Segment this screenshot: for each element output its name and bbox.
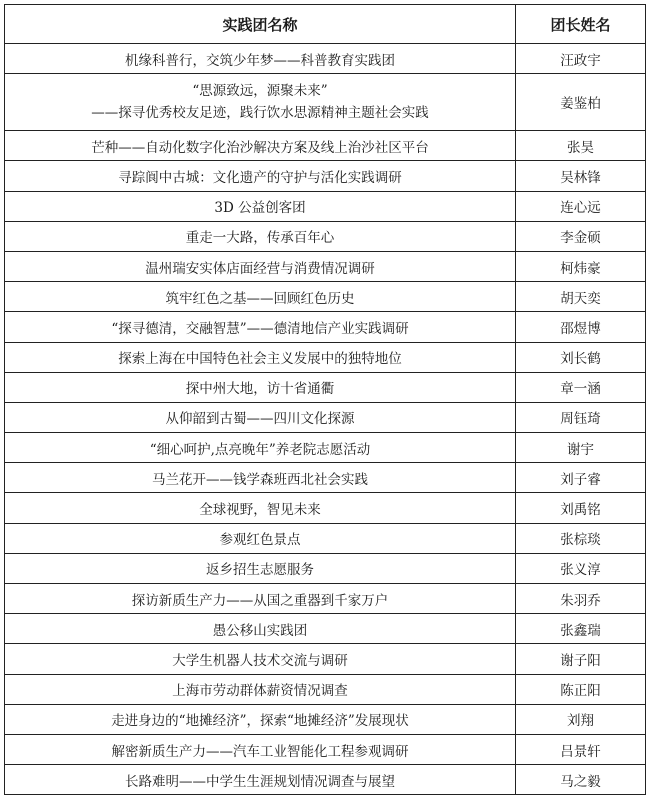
team-name-cell: 解密新质生产力——汽车工业智能化工程参观调研	[5, 734, 516, 764]
table-row	[5, 342, 646, 372]
table-row	[5, 44, 646, 74]
team-name-cell: 参观红色景点	[5, 523, 516, 553]
table-row	[5, 74, 646, 131]
table-row	[5, 674, 646, 704]
leader-name-cell: 刘子睿	[516, 463, 646, 493]
table-row	[5, 644, 646, 674]
table-row	[5, 463, 646, 493]
leader-name-cell: 陈正阳	[516, 674, 646, 704]
team-name-cell: 探访新质生产力——从国之重器到千家万户	[5, 584, 516, 614]
leader-name-cell: 谢子阳	[516, 644, 646, 674]
column-header-team-name: 实践团名称	[5, 5, 516, 44]
table-row	[5, 161, 646, 191]
leader-name-cell: 章一涵	[516, 372, 646, 402]
table-row	[5, 493, 646, 523]
team-name-cell: 3D 公益创客团	[5, 191, 516, 221]
column-header-leader-name: 团长姓名	[516, 5, 646, 44]
leader-name-cell: 刘禹铭	[516, 493, 646, 523]
team-name-cell: 返乡招生志愿服务	[5, 553, 516, 583]
team-name-cell: 温州瑞安实体店面经营与消费情况调研	[5, 251, 516, 281]
team-name-cell: 全球视野，智见未来	[5, 493, 516, 523]
table-row	[5, 312, 646, 342]
team-name-cell	[5, 74, 516, 131]
table-row	[5, 402, 646, 432]
team-name-cell: 重走一大路，传承百年心	[5, 221, 516, 251]
team-name-cell: 从仰韶到古蜀——四川文化探源	[5, 402, 516, 432]
team-name-cell: “探寻德清，交融智慧”——德清地信产业实践调研	[5, 312, 516, 342]
leader-name-cell: 谢宇	[516, 433, 646, 463]
table-row	[5, 553, 646, 583]
table-row	[5, 131, 646, 161]
table-row	[5, 282, 646, 312]
leader-name-cell: 刘长鹤	[516, 342, 646, 372]
table-row	[5, 191, 646, 221]
table-header-row	[5, 5, 646, 44]
leader-name-cell: 李金硕	[516, 221, 646, 251]
team-name-cell: 走进身边的“地摊经济”，探索“地摊经济”发展现状	[5, 704, 516, 734]
team-name-cell: 长路难明——中学生生涯规划情况调查与展望	[5, 765, 516, 795]
leader-name-cell: 张棕琰	[516, 523, 646, 553]
table-row	[5, 704, 646, 734]
table-body	[5, 44, 646, 795]
leader-name-cell: 朱羽乔	[516, 584, 646, 614]
table-row	[5, 734, 646, 764]
leader-name-cell: 汪政宇	[516, 44, 646, 74]
table-row	[5, 523, 646, 553]
practice-team-table	[4, 4, 646, 795]
table-row	[5, 584, 646, 614]
team-name-cell: 探中州大地，访十省通衢	[5, 372, 516, 402]
team-name-line-1: “思源致远，源聚未来”	[192, 83, 328, 100]
leader-name-cell: 张鑫瑞	[516, 614, 646, 644]
team-name-cell: 探索上海在中国特色社会主义发展中的独特地位	[5, 342, 516, 372]
team-name-cell: 马兰花开——钱学森班西北社会实践	[5, 463, 516, 493]
leader-name-cell: 刘翔	[516, 704, 646, 734]
leader-name-cell: 马之毅	[516, 765, 646, 795]
team-name-cell: 上海市劳动群体薪资情况调查	[5, 674, 516, 704]
team-name-line-2: ——探寻优秀校友足迹，践行饮水思源精神主题社会实践	[91, 105, 429, 122]
leader-name-cell: 吴林锋	[516, 161, 646, 191]
team-name-cell: “细心呵护,点亮晚年”养老院志愿活动	[5, 433, 516, 463]
team-name-cell: 筑牢红色之基——回顾红色历史	[5, 282, 516, 312]
leader-name-cell: 张义淳	[516, 553, 646, 583]
table-row	[5, 372, 646, 402]
leader-name-cell: 周钰琦	[516, 402, 646, 432]
leader-name-cell: 邵煜博	[516, 312, 646, 342]
leader-name-cell: 吕景轩	[516, 734, 646, 764]
table-row	[5, 433, 646, 463]
table-row	[5, 221, 646, 251]
leader-name-cell: 姜鉴柏	[516, 74, 646, 131]
team-name-cell: 机缘科普行，交筑少年梦——科普教育实践团	[5, 44, 516, 74]
team-name-cell: 芒种——自动化数字化治沙解决方案及线上治沙社区平台	[5, 131, 516, 161]
table-row	[5, 614, 646, 644]
team-name-cell: 寻踪阆中古城：文化遗产的守护与活化实践调研	[5, 161, 516, 191]
leader-name-cell: 连心远	[516, 191, 646, 221]
leader-name-cell: 胡天奕	[516, 282, 646, 312]
table-row	[5, 251, 646, 281]
leader-name-cell: 柯炜豪	[516, 251, 646, 281]
team-name-cell: 愚公移山实践团	[5, 614, 516, 644]
table-row	[5, 765, 646, 795]
team-name-cell: 大学生机器人技术交流与调研	[5, 644, 516, 674]
leader-name-cell: 张昊	[516, 131, 646, 161]
